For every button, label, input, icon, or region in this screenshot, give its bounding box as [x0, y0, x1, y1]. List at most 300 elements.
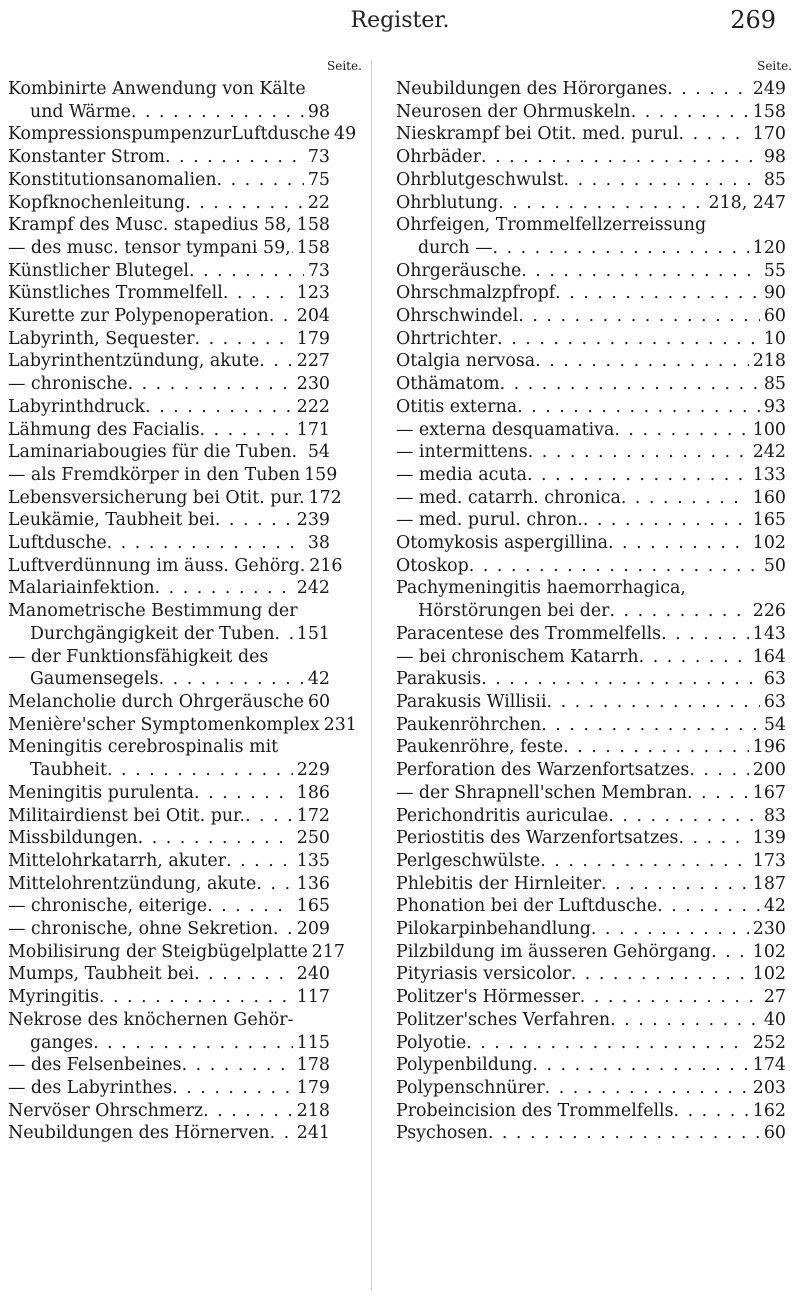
index-entry-term: Ohrgeräusche [396, 260, 522, 281]
index-entry-page: 60 [763, 1123, 786, 1144]
index-entry [396, 123, 786, 146]
index-entry-term: Konstanter Strom [8, 147, 165, 168]
index-entry-page: 203 [752, 1077, 786, 1098]
dot-leader [532, 1054, 748, 1077]
index-entry-term: — intermittens [396, 442, 528, 463]
dot-leader [99, 986, 293, 1009]
index-entry [8, 555, 343, 578]
index-entry [8, 532, 330, 555]
index-entry-page: 90 [763, 283, 786, 304]
index-entry [8, 237, 330, 260]
dot-leader [497, 328, 760, 351]
index-entry-term: Polypenbildung [396, 1055, 533, 1076]
index-entry-term: Paracentese des Trommelfells [396, 623, 662, 644]
index-entry-page: 102 [752, 941, 786, 962]
index-entry [396, 736, 786, 759]
index-entry-term: Meningitis cerebrospinalis mit [8, 737, 279, 758]
index-entry [396, 328, 786, 351]
index-entry [8, 600, 330, 623]
index-entry [396, 941, 786, 964]
index-entry-page: 252 [752, 1032, 786, 1053]
index-entry [8, 464, 338, 487]
index-entry [8, 419, 330, 442]
index-entry [8, 169, 330, 192]
dot-leader [678, 827, 748, 850]
index-entry [8, 736, 330, 759]
dot-leader [481, 146, 760, 169]
index-entry-page: 73 [307, 260, 330, 281]
index-entry-term: — des Felsenbeines [8, 1055, 182, 1076]
index-entry [8, 101, 330, 124]
dot-leader [145, 396, 293, 419]
dot-leader [517, 396, 760, 419]
index-entry [396, 805, 786, 828]
index-entry [8, 827, 330, 850]
index-entry-term: — media acuta [396, 464, 527, 485]
index-entry [396, 668, 786, 691]
dot-leader [527, 464, 749, 487]
index-entry-page: 85 [763, 169, 786, 190]
index-entry-term: Otalgia nervosa [396, 351, 536, 372]
index-entry-page: 40 [763, 1009, 786, 1030]
index-entry-term: Phonation bei der Luftdusche [396, 896, 658, 917]
index-entry-term: — chronische, ohne Sekretion [8, 919, 273, 940]
index-entry-term: — der Shrapnell'schen Membran [396, 782, 687, 803]
index-entry-page: 117 [296, 987, 330, 1008]
dot-leader [657, 895, 760, 918]
index-entry [8, 1077, 330, 1100]
index-entry [8, 782, 330, 805]
dot-leader [128, 373, 293, 396]
index-entry [396, 691, 786, 714]
index-entry [8, 441, 330, 464]
dot-leader [679, 123, 749, 146]
index-entry-term: Melancholie durch Ohrgeräusche [8, 691, 304, 712]
index-entry [396, 1054, 786, 1077]
index-entry-term: Ohrfeigen, Trommelfellzerreissung [396, 215, 707, 236]
index-entry-term: Politzer's Hörmesser [396, 987, 580, 1008]
index-entry-page: 165 [752, 510, 786, 531]
index-entry [8, 1054, 330, 1077]
dot-leader [273, 918, 293, 941]
index-entry-term: Politzer'sches Verfahren [396, 1009, 611, 1030]
index-entry-term: Neubildungen des Hörorganes [396, 79, 668, 99]
index-entry-term: Ohrblutgeschwulst [396, 169, 564, 190]
index-entry-page: 170 [752, 124, 786, 145]
index-entry-page: 218 [752, 351, 786, 372]
dot-leader [217, 169, 304, 192]
index-entry-term: — als Fremdkörper in den Tuben [8, 464, 301, 485]
index-entry-term: Mittelohrentzündung, akute [8, 873, 257, 894]
index-entry-term: Polypenschnürer [396, 1077, 545, 1098]
index-entry-term: — des musc. tensor tympani 59, [8, 237, 291, 258]
dot-leader [535, 350, 749, 373]
index-entry-page: 55 [763, 260, 786, 281]
index-entry-term: Parakusis [396, 669, 482, 690]
dot-leader [172, 1077, 293, 1100]
index-entry [396, 577, 786, 600]
index-entry [8, 895, 330, 918]
index-entry-page: 242 [752, 442, 786, 463]
index-entry [396, 1100, 786, 1123]
index-entry [396, 282, 786, 305]
dot-leader [609, 600, 748, 623]
index-entry [8, 646, 330, 669]
index-entry-page: 165 [296, 896, 330, 917]
column-divider [371, 60, 372, 1290]
index-entry-term: Paukenröhre, feste [396, 737, 564, 758]
index-entry-page: 227 [296, 351, 330, 372]
index-entry-term: Künstlicher Blutegel [8, 260, 189, 281]
index-entry-term: — chronische [8, 374, 128, 395]
index-entry [8, 328, 330, 351]
index-entry-term: — med. purul. chron. [396, 510, 583, 531]
index-entry-term: Künstliches Trommelfell [8, 283, 223, 304]
index-entry [8, 805, 330, 828]
index-entry-page: 240 [296, 964, 330, 985]
index-entry-term: Perforation des Warzenfortsatzes [396, 760, 690, 781]
index-entry-page: 135 [296, 850, 330, 871]
index-entry-term: Pachymeningitis haemorrhagica, [396, 578, 686, 599]
index-entry-page: 178 [296, 1055, 330, 1076]
index-entry [8, 963, 330, 986]
index-entry-page: 172 [308, 487, 342, 508]
index-entry-page: 179 [296, 1077, 330, 1098]
dot-leader [564, 169, 760, 192]
dot-leader [131, 101, 304, 124]
index-entry-page: 133 [752, 464, 786, 485]
index-entry-page: 196 [752, 737, 786, 758]
index-entry [8, 214, 330, 237]
dot-leader [583, 509, 749, 532]
index-entry-term: — der Funktionsfähigkeit des [8, 646, 269, 667]
dot-leader [500, 373, 760, 396]
index-entry-term: Meningitis purulenta [8, 782, 195, 803]
index-entry-page: 102 [752, 533, 786, 554]
index-entry-page: 174 [752, 1055, 786, 1076]
index-entry-term: Menière'scher Symptomenkomplex [8, 714, 320, 735]
index-entry-term: Myringitis [8, 987, 99, 1008]
dot-leader [541, 714, 760, 737]
index-entry-page: 50 [763, 555, 786, 576]
index-entry-term: Perichondritis auriculae [396, 805, 609, 826]
dot-leader [189, 260, 304, 283]
index-entry-page: 73 [307, 147, 330, 168]
index-entry-term: Lähmung des Facialis [8, 419, 200, 440]
index-entry-term: ganges [30, 1032, 94, 1053]
index-entry-page: 151 [296, 623, 330, 644]
index-entry-page: 60 [763, 306, 786, 327]
index-entry-page: 85 [763, 374, 786, 395]
index-entry [8, 282, 330, 305]
index-entry-page: 60 [307, 691, 331, 712]
index-entry-page: 10 [763, 328, 786, 349]
index-entry [8, 623, 330, 646]
index-entry-page: 242 [296, 578, 330, 599]
index-entry-term: Militairdienst bei Otit. pur. [8, 805, 245, 826]
dot-leader [608, 532, 749, 555]
dot-leader [621, 487, 749, 510]
dot-leader [200, 419, 293, 442]
dot-leader [608, 805, 760, 828]
dot-leader [185, 192, 304, 215]
index-entry-term: Psychosen [396, 1123, 488, 1144]
index-entry-term: Kurette zur Polypenoperation [8, 306, 269, 327]
index-entry-term: — des Labyrinthes [8, 1077, 173, 1098]
index-entry-term: Luftdusche [8, 533, 107, 554]
index-entry-page: 204 [296, 306, 330, 327]
index-entry [8, 714, 357, 737]
index-entry-term: Ohrblutung [396, 192, 499, 213]
index-entry-term: — externa desquamativa [396, 419, 615, 440]
dot-leader [563, 736, 749, 759]
dot-leader [226, 850, 293, 873]
index-entry-page: 179 [296, 328, 330, 349]
dot-leader [493, 237, 749, 260]
index-entry [396, 850, 786, 873]
index-entry [8, 873, 330, 896]
index-entry-term: — med. catarrh. chronica [396, 487, 621, 508]
index-entry-term: — bei chronischem Katarrh [396, 646, 639, 667]
index-entry [396, 1032, 786, 1055]
index-entry-term: Labyrinthdruck [8, 396, 146, 417]
index-entry [8, 668, 330, 691]
dot-leader [291, 441, 303, 464]
index-entry [8, 918, 330, 941]
index-entry-page: 200 [752, 760, 786, 781]
index-entry [396, 441, 786, 464]
index-entry-term: Mobilisirung der Steigbügelplatte [8, 941, 308, 962]
index-entry [396, 509, 786, 532]
index-entry [8, 509, 330, 532]
dot-leader [269, 305, 293, 328]
index-entry-term: Otoskop [396, 555, 469, 576]
index-entry [396, 1122, 786, 1145]
index-entry-page: 63 [763, 691, 786, 712]
dot-leader [518, 305, 760, 328]
index-entry-page: 63 [763, 669, 786, 690]
dot-leader [215, 509, 293, 532]
index-entry [8, 146, 330, 169]
index-entry [396, 918, 786, 941]
dot-leader [207, 895, 293, 918]
index-entry [396, 78, 786, 101]
index-entry-term: Ohrbäder [396, 147, 482, 168]
page-number: 269 [730, 6, 776, 34]
index-entry [396, 146, 786, 169]
dot-leader [610, 1009, 760, 1032]
index-entry-page: 42 [307, 669, 330, 690]
dot-leader [488, 1122, 760, 1145]
index-entry-term: Malariainfektion [8, 578, 155, 599]
dot-leader [155, 577, 293, 600]
index-entry-term: Gaumensegels [30, 669, 159, 690]
dot-leader [256, 873, 292, 896]
index-entry-term: KompressionspumpenzurLuftdusche [8, 124, 331, 145]
index-entry-page: 75 [307, 169, 330, 190]
index-entry-page: 167 [752, 782, 786, 803]
index-entry [396, 714, 786, 737]
dot-leader [107, 532, 304, 555]
dot-leader [545, 1077, 749, 1100]
index-entry-term: Paukenröhrchen [396, 714, 542, 735]
dot-leader [107, 759, 293, 782]
dot-leader [601, 873, 749, 896]
index-entry-term: durch — [418, 237, 493, 258]
index-entry-page: 93 [763, 396, 786, 417]
index-entry-page: 217 [311, 941, 345, 962]
dot-leader [591, 918, 749, 941]
index-entry-page: 218 [296, 1100, 330, 1121]
index-entry-page: 159 [304, 464, 338, 485]
index-entry-page: 250 [296, 828, 330, 849]
index-entry-term: Konstitutionsanomalien [8, 169, 217, 190]
dot-leader [687, 782, 749, 805]
index-entry [8, 577, 330, 600]
index-entry [8, 350, 330, 373]
index-entry-term: Durchgängigkeit der Tuben [30, 623, 275, 644]
index-entry [8, 759, 330, 782]
index-entry-term: Laminariabougies für die Tuben [8, 442, 292, 463]
index-entry [8, 78, 330, 101]
dot-leader [194, 963, 293, 986]
index-entry [396, 963, 786, 986]
index-entry-term: Ohrtrichter [396, 328, 498, 349]
index-entry-page: 187 [752, 873, 786, 894]
index-entry-term: Othämatom [396, 374, 500, 395]
index-entry-term: Nekrose des knöchernen Gehör- [8, 1009, 294, 1030]
index-entry [396, 827, 786, 850]
dot-leader [245, 805, 293, 828]
index-entry-page: 186 [296, 782, 330, 803]
index-entry-page: 98 [307, 101, 330, 122]
index-entry-term: Parakusis Willisii [396, 691, 547, 712]
index-entry [396, 169, 786, 192]
dot-leader [182, 1054, 293, 1077]
index-entry-page: 173 [752, 850, 786, 871]
index-entry-page: 230 [752, 919, 786, 940]
index-entry-term: Labyrinth, Sequester [8, 328, 195, 349]
index-entry-term: Neurosen der Ohrmuskeln [396, 101, 631, 122]
index-entry-page: 120 [752, 237, 786, 258]
index-entry [8, 305, 330, 328]
index-entry-page: 143 [752, 623, 786, 644]
index-entry-term: Labyrinthentzündung, akute [8, 351, 260, 372]
dot-leader [528, 441, 749, 464]
index-column-left [8, 78, 357, 1145]
dot-leader [203, 1100, 293, 1123]
index-entry-page: 100 [752, 419, 786, 440]
index-entry-page: 27 [763, 987, 786, 1008]
index-entry-term: Pilokarpinbehandlung [396, 919, 591, 940]
dot-leader [275, 623, 293, 646]
dot-leader [270, 1122, 293, 1145]
dot-leader [138, 827, 293, 850]
index-entry [8, 1122, 330, 1145]
dot-leader [639, 646, 749, 669]
index-entry [396, 487, 786, 510]
index-entry [396, 260, 786, 283]
index-entry-term: Krampf des Musc. stapedius 58, [8, 215, 292, 236]
index-entry-term: Probeincision des Trommelfells [396, 1100, 674, 1121]
dot-leader [498, 192, 704, 215]
column-heading-left: Seite. [327, 59, 362, 73]
index-entry [396, 464, 786, 487]
index-entry-page: 49 [334, 124, 357, 145]
index-entry-term: — chronische, eiterige [8, 896, 208, 917]
index-entry [396, 396, 786, 419]
index-entry [8, 850, 330, 873]
index-entry-page: 123 [296, 283, 330, 304]
index-entry-page: 171 [296, 419, 330, 440]
index-entry [396, 101, 786, 124]
index-entry-page: 98 [763, 147, 786, 168]
index-entry [396, 986, 786, 1009]
index-entry-term: Luftverdünnung im äuss. Gehörg. [8, 555, 306, 576]
index-entry-page: 162 [752, 1100, 786, 1121]
index-entry-term: Kombinirte Anwendung von Kälte [8, 79, 306, 99]
index-entry-page: 231 [323, 714, 357, 735]
index-entry-page: 158 [296, 237, 330, 258]
index-entry [8, 1009, 330, 1032]
index-entry [396, 1077, 786, 1100]
dot-leader [540, 850, 749, 873]
index-entry [8, 396, 330, 419]
dot-leader [555, 282, 760, 305]
index-entry [396, 873, 786, 896]
index-entry-term: Periostitis des Warzenfortsatzes [396, 828, 679, 849]
dot-leader [93, 1032, 293, 1055]
dot-leader [194, 782, 293, 805]
index-entry-page: 216 [309, 555, 343, 576]
index-entry-page: 158 [296, 215, 330, 236]
column-heading-right: Seite. [757, 59, 792, 73]
dot-leader [547, 691, 760, 714]
dot-leader [159, 668, 304, 691]
index-entry [8, 123, 357, 146]
dot-leader [469, 555, 760, 578]
index-entry-page: 222 [296, 396, 330, 417]
index-entry-term: Leukämie, Taubheit bei [8, 510, 215, 531]
dot-leader [689, 759, 748, 782]
index-entry-page: 218, 247 [708, 192, 786, 213]
index-entry-page: 115 [296, 1032, 330, 1053]
index-entry [8, 487, 342, 510]
index-entry-page: 83 [763, 805, 786, 826]
index-entry [396, 646, 786, 669]
index-entry [8, 1032, 330, 1055]
index-entry-page: 136 [296, 873, 330, 894]
index-entry-page: 102 [752, 964, 786, 985]
index-entry [396, 305, 786, 328]
dot-leader [466, 1032, 749, 1055]
index-entry-term: Phlebitis der Hirnleiter [396, 873, 601, 894]
index-entry-page: 22 [307, 192, 330, 213]
index-entry-page: 230 [296, 374, 330, 395]
dot-leader [667, 78, 749, 101]
index-entry-term: Perlgeschwülste [396, 850, 541, 871]
index-entry-term: und Wärme [30, 101, 131, 122]
index-entry [396, 350, 786, 373]
index-entry-term: Polyotie [396, 1032, 467, 1053]
dot-leader [580, 986, 760, 1009]
index-entry-page: 54 [307, 442, 330, 463]
index-entry-term: Taubheit [30, 760, 107, 781]
index-entry [396, 419, 786, 442]
index-entry [396, 782, 786, 805]
index-entry [8, 192, 330, 215]
index-entry-page: 42 [763, 896, 786, 917]
